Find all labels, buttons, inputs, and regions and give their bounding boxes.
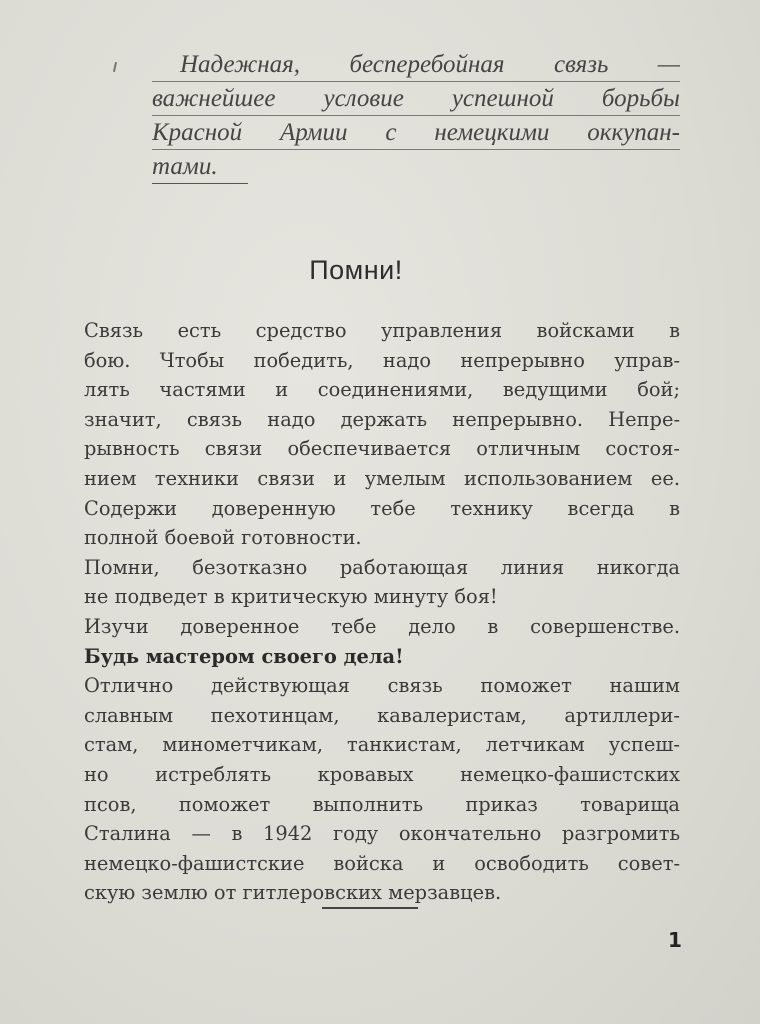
text-line: значит, связь надо держать непрерывно. Непре- xyxy=(84,407,680,431)
page-number: 1 xyxy=(668,928,682,952)
text-line: Отлично действующая связь поможет нашим xyxy=(84,674,680,698)
epigraph-underline xyxy=(152,183,248,184)
text-line: скую землю от гитлеровских мерзавцев. xyxy=(84,881,502,905)
page-title: Помни! xyxy=(309,255,403,285)
bold-text-line: Будь мастером своего дела! xyxy=(84,644,404,668)
text-line: Изучи доверенное тебе дело в совершенстве. xyxy=(84,614,680,638)
epigraph-line: Красной Армии с немецкими оккупан- xyxy=(152,116,680,150)
text-line: Сталина — в 1942 году окончательно разгромить xyxy=(84,822,680,846)
text-line: лять частями и соединениями, ведущими бой; xyxy=(84,378,680,402)
text-line: не подведет в критическую минуту боя! xyxy=(84,585,498,609)
text-line: рывность связи обеспечивается отличным состоя- xyxy=(84,437,680,461)
text-line: нием техники связи и умелым использованием ее. xyxy=(84,466,680,490)
epigraph xyxy=(152,48,680,184)
epigraph-line: Надежная, бесперебойная связь — xyxy=(152,48,680,82)
text-line: бою. Чтобы победить, надо непрерывно управ- xyxy=(84,348,680,372)
epigraph-line: важнейшее условие успешной борьбы xyxy=(152,82,680,116)
text-line: псов, поможет выполнить приказ товарища xyxy=(84,792,680,816)
section-divider xyxy=(322,907,418,909)
text-line: Помни, безотказно работающая линия никогда xyxy=(84,555,680,579)
text-line: немецко-фашистские войска и освободить совет- xyxy=(84,851,680,875)
text-line: Связь есть средство управления войсками в xyxy=(84,319,680,342)
text-line: славным пехотинцам, кавалеристам, артиллери- xyxy=(84,703,680,727)
ink-mark xyxy=(113,62,117,72)
text-line: стам, минометчикам, танкистам, летчикам успеш- xyxy=(84,733,680,757)
text-line: Содержи доверенную тебе технику всегда в xyxy=(84,496,680,520)
text-line: полной боевой готовности. xyxy=(84,526,362,550)
body-text xyxy=(84,316,680,908)
text-line: но истреблять кровавых немецко-фашистских xyxy=(84,762,680,786)
epigraph-line: тами. xyxy=(152,153,218,180)
